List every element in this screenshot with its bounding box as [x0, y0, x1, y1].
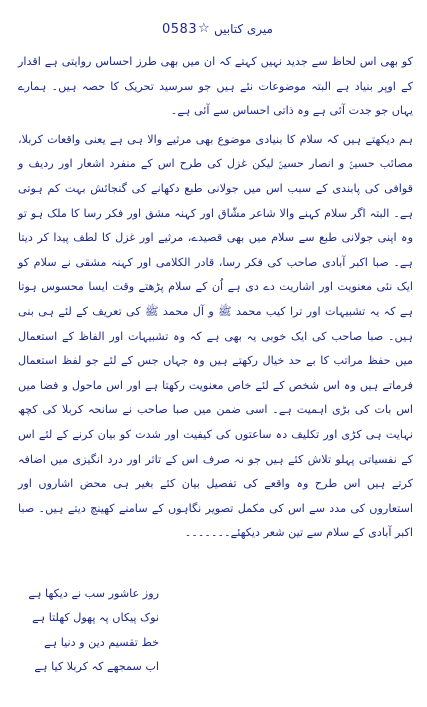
page-header: [0, 22, 427, 40]
poem-line: روز عاشور سب نے دیکھا ہے: [28, 587, 159, 600]
poem-block: [9, 582, 159, 680]
paragraph-intro: کو بھی اس لحاظ سے جدید نہیں کہتے کہ ان میں بھی طرز احساس روایتی ہے اقدار کے اوپر بنیاد ہے البتہ موضوعات نئے ہیں جو سرسید تحریک کا حصہ ہیں۔ ہمارے یہاں جو جدت آئی ہے وہ ذاتی احساس سے آئی ہے۔: [18, 55, 413, 118]
paragraph-main: ہم دیکھتے ہیں کہ سلام کا بنیادی موضوع بھی مرثیے والا ہی ہے یعنی واقعات کربلا، مصائب حسینؑ و انصار حسینؑ لیکن غزل کی طرح اس کے منفرد اشعار اور ردیف و قوافی کی پابندی کے سبب اس میں جولانی طبع دکھانے کی گنجائش بہت کم ہوتی ہے۔ البتہ اگر سلام کہنے والا شاعر مشّاق اور کہنہ مشق اور فکر رسا کا ملک ہو تو وہ اپنی جولانی طبع سے سلام میں بھی قصیدے، مرثیے اور غزل کا لطف پیدا کر دیتا ہے۔ صبا اکبر آبادی صاحب کی فکر رسا، قادر الکلامی اور کہنہ مشقی نے سلام کو ایک نئی معنویت اور اشاریت دے دی ہے اُن کے سلام پڑھتے وقت ایسا محسوس ہوتا ہے کہ یہ تشبیہات اور ترا کیب محمد ﷺ و آل محمد ﷺ کی تعریف کے لئے ہی بنی ہیں۔ صبا صاحب کی ایک خوبی یہ بھی ہے کہ وہ تشبیہات اور الفاظ کے استعمال میں حفظ مراتب کا بے حد خیال رکھتے ہیں وہ جہاں جس کے لئے جو لفظ استعمال فرماتے ہیں وہ اس شخص کے لئے خاص معنویت رکھتا ہے اور اس ماحول و فضا میں اس بات کی بڑی اہمیت ہے۔ اسی ضمن میں صبا صاحب نے سانحہ کربلا کی کچھ نہایت ہی کڑی اور تکلیف دہ ساعتوں کی کیفیت اور شدت کو بیان کرنے کے لئے اس کے نفسیاتی پہلو تلاش کئے ہیں جو نہ صرف اس کے تاثر اور درد انگیزی میں اضافہ کرتے ہیں اس طرح وہ واقعے کی تفصیل بیان کئے بغیر ہی محض اشاروں اور استعاروں کی مدد سے اس کی مکمل تصویر نگاہوں کے سامنے کھینچ دیتے ہیں۔ صبا اکبر آبادی کے سلام سے تین شعر دیکھئے۔۔۔۔۔۔۔: [18, 132, 413, 540]
page-number: 0583: [162, 22, 198, 37]
poem-line: اب سمجھے کہ کربلا کیا ہے: [34, 660, 159, 674]
book-title: میری کتابیں: [214, 22, 273, 36]
poem-line: نوک پیکاں پہ پھول کھلتا ہے: [32, 611, 159, 625]
article-body: [18, 50, 413, 546]
star-icon: ☆: [198, 21, 210, 36]
poem-line: خط تقسیم دین و دنیا ہے: [44, 635, 159, 649]
